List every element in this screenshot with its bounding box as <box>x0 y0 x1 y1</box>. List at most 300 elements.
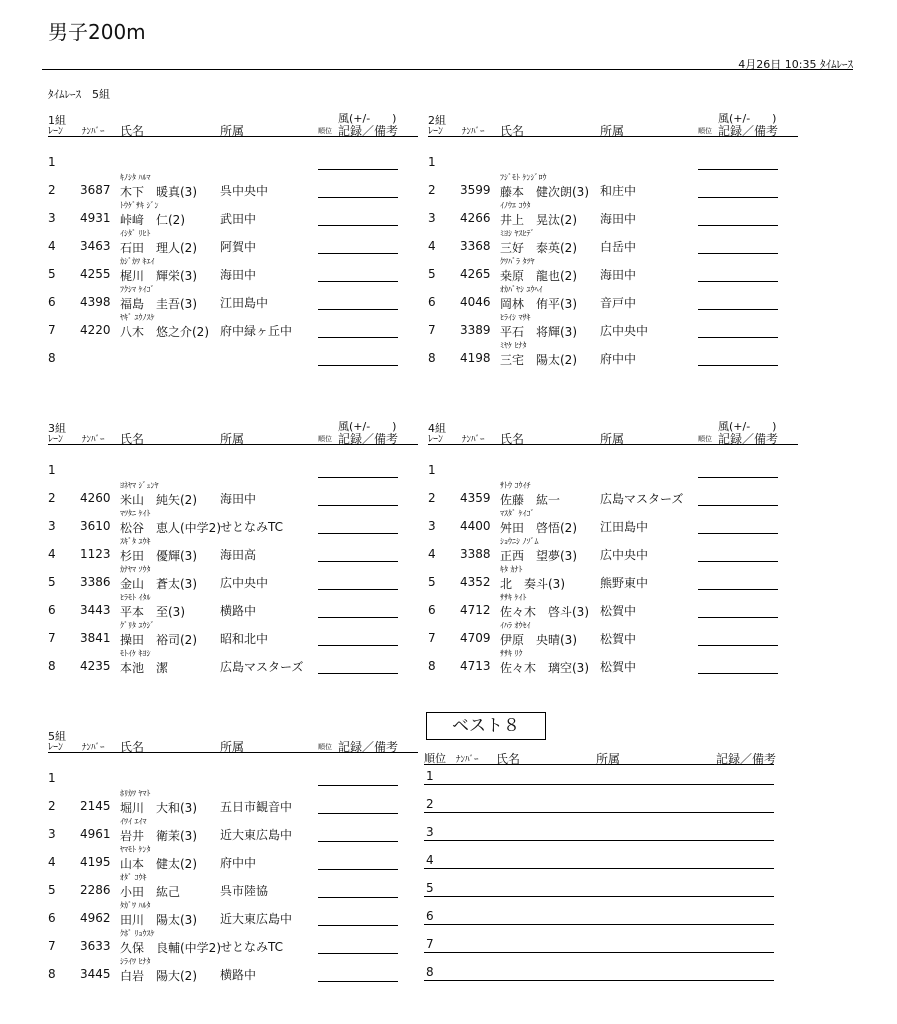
lane-number: 7 <box>48 631 56 645</box>
bib-number: 4198 <box>460 351 491 365</box>
name-kana: ﾔﾏﾓﾄ ｹﾝﾀ <box>120 845 151 854</box>
athlete-affiliation: せとなみTC <box>220 520 284 534</box>
bib-number: 4235 <box>80 659 111 673</box>
athlete-affiliation: 武田中 <box>220 212 257 226</box>
athlete-affiliation: 近大東広島中 <box>220 912 293 926</box>
rank-header: 順位 <box>318 127 332 135</box>
athlete-affiliation: 広島マスターズ <box>600 492 684 506</box>
bib-number: 4255 <box>80 267 111 281</box>
lane-number: 4 <box>428 239 436 253</box>
table-row <box>428 312 798 340</box>
record-header: 記録／備考 <box>338 432 399 446</box>
bib-number: 3443 <box>80 603 111 617</box>
record-blank-line <box>698 225 778 226</box>
record-blank-line <box>318 337 398 338</box>
name-kana: ｸﾞﾘﾀ ﾕｳｼﾞ <box>120 621 155 630</box>
record-blank-line <box>698 645 778 646</box>
athlete-affiliation: 松賀中 <box>600 660 637 674</box>
athlete-affiliation: 阿賀中 <box>220 240 257 254</box>
table-row <box>428 508 798 536</box>
name-kana: ﾖﾈﾔﾏ ｼﾞｭﾝﾔ <box>120 481 159 490</box>
best8-rank: 6 <box>426 909 434 923</box>
record-header: 記録／備考 <box>338 740 399 754</box>
bib-number: 4195 <box>80 855 111 869</box>
record-blank-line <box>318 925 398 926</box>
best8-title: ベスト８ <box>426 712 546 740</box>
best8-row <box>424 812 774 841</box>
record-blank-line <box>318 281 398 282</box>
rank-header: 順位 <box>318 743 332 751</box>
athlete-name: 堀川 大和(3) <box>120 801 197 815</box>
name-kana: ﾌｸｼﾏ ｹｲｺﾞ <box>120 285 155 294</box>
table-row <box>48 312 418 340</box>
rank-header: 順位 <box>698 127 712 135</box>
wind-label: 風(+/- ) <box>718 112 777 125</box>
record-blank-line <box>318 645 398 646</box>
record-blank-line <box>318 365 398 366</box>
lane-number: 2 <box>48 799 56 813</box>
best8-rank-header: 順位 <box>424 752 446 765</box>
table-row <box>428 256 798 284</box>
number-header: ﾅﾝﾊﾞｰ <box>462 435 485 445</box>
lane-header: ﾚｰﾝ <box>48 126 63 137</box>
lane-number: 4 <box>48 855 56 869</box>
athlete-affiliation: 海田中 <box>220 492 257 506</box>
athlete-affiliation: 昭和北中 <box>220 632 269 646</box>
record-blank-line <box>698 281 778 282</box>
record-blank-line <box>698 673 778 674</box>
lane-number: 2 <box>48 491 56 505</box>
lane-number: 8 <box>48 967 56 981</box>
record-blank-line <box>698 617 778 618</box>
name-kana: ｸﾜﾊﾞﾗ ﾀﾂﾔ <box>500 257 535 266</box>
bib-number: 4709 <box>460 631 491 645</box>
athlete-name: 福島 圭吾(3) <box>120 297 197 311</box>
athlete-name: 舛田 啓悟(2) <box>500 521 577 535</box>
record-blank-line <box>318 589 398 590</box>
record-blank-line <box>318 953 398 954</box>
athlete-name: 松谷 恵人(中学2) <box>120 521 221 535</box>
bib-number: 3463 <box>80 239 111 253</box>
table-row <box>48 816 418 844</box>
record-blank-line <box>698 197 778 198</box>
bib-number: 4046 <box>460 295 491 309</box>
table-row <box>428 480 798 508</box>
table-row <box>428 452 798 480</box>
bib-number: 3633 <box>80 939 111 953</box>
name-kana: ｼｮｳﾆｼ ﾉｿﾞﾑ <box>500 537 539 546</box>
best8-rank: 5 <box>426 881 434 895</box>
lane-number: 5 <box>428 267 436 281</box>
page-title: 男子200m <box>48 20 146 44</box>
lane-number: 5 <box>428 575 436 589</box>
record-blank-line <box>318 505 398 506</box>
lane-number: 1 <box>48 771 56 785</box>
athlete-affiliation: 音戸中 <box>600 296 637 310</box>
wind-label: 風(+/- ) <box>338 420 397 433</box>
athlete-name: 本池 潔 <box>120 661 169 675</box>
group-title: 2組 <box>428 114 446 127</box>
name-header: 氏名 <box>120 124 145 138</box>
athlete-affiliation: 広中央中 <box>600 548 649 562</box>
name-kana: ｼﾗｲﾜ ﾋﾅﾀ <box>120 957 151 966</box>
lane-number: 2 <box>428 491 436 505</box>
affiliation-header: 所属 <box>600 124 625 138</box>
athlete-name: 伊原 央晴(3) <box>500 633 577 647</box>
table-row <box>428 172 798 200</box>
athlete-affiliation: 府中中 <box>600 352 637 366</box>
athlete-name: 佐藤 紘一 <box>500 493 561 507</box>
table-row <box>428 228 798 256</box>
table-row <box>48 284 418 312</box>
athlete-name: 米山 純矢(2) <box>120 493 197 507</box>
bib-number: 4359 <box>460 491 491 505</box>
bib-number: 4265 <box>460 267 491 281</box>
record-blank-line <box>318 897 398 898</box>
bib-number: 2145 <box>80 799 111 813</box>
lane-number: 8 <box>48 659 56 673</box>
athlete-affiliation: 呉市陸協 <box>220 884 269 898</box>
lane-number: 7 <box>428 323 436 337</box>
table-row <box>48 452 418 480</box>
bib-number: 4931 <box>80 211 111 225</box>
bib-number: 4712 <box>460 603 491 617</box>
table-row <box>48 536 418 564</box>
bib-number: 4260 <box>80 491 111 505</box>
lane-header: ﾚｰﾝ <box>428 126 443 137</box>
record-blank-line <box>318 225 398 226</box>
number-header: ﾅﾝﾊﾞｰ <box>82 435 105 445</box>
athlete-affiliation: せとなみTC <box>220 940 284 954</box>
group-header <box>48 738 418 753</box>
lane-number: 4 <box>48 547 56 561</box>
bib-number: 3599 <box>460 183 491 197</box>
athlete-name: 操田 裕司(2) <box>120 633 197 647</box>
name-kana: ﾐﾔｹ ﾋﾅﾀ <box>500 341 527 350</box>
bib-number: 3368 <box>460 239 491 253</box>
athlete-affiliation: 横路中 <box>220 968 257 982</box>
bib-number: 3386 <box>80 575 111 589</box>
table-row <box>48 144 418 172</box>
number-header: ﾅﾝﾊﾞｰ <box>82 127 105 137</box>
best8-rank: 3 <box>426 825 434 839</box>
lane-number: 3 <box>428 211 436 225</box>
bib-number: 3841 <box>80 631 111 645</box>
record-blank-line <box>318 253 398 254</box>
lane-header: ﾚｰﾝ <box>48 434 63 445</box>
best8-rank: 7 <box>426 937 434 951</box>
athlete-name: 白岩 陽大(2) <box>120 969 197 983</box>
lane-number: 8 <box>428 659 436 673</box>
affiliation-header: 所属 <box>220 740 245 754</box>
athlete-affiliation: 江田島中 <box>600 520 649 534</box>
lane-number: 5 <box>48 267 56 281</box>
athlete-name: 梶川 輝栄(3) <box>120 269 197 283</box>
bib-number: 4398 <box>80 295 111 309</box>
table-row <box>48 928 418 956</box>
lane-number: 3 <box>48 211 56 225</box>
name-kana: ﾐﾖｼ ﾔｽﾋﾃﾞ <box>500 229 535 238</box>
name-kana: ﾏﾂﾀﾆ ｹｲﾄ <box>120 509 151 518</box>
lane-number: 7 <box>428 631 436 645</box>
bib-number: 4352 <box>460 575 491 589</box>
name-header: 氏名 <box>500 124 525 138</box>
athlete-name: 三好 泰英(2) <box>500 241 577 255</box>
name-kana: ﾓﾄｲｹ ｷﾖｼ <box>120 649 151 658</box>
lane-header: ﾚｰﾝ <box>48 742 63 753</box>
table-row <box>48 564 418 592</box>
best8-row <box>424 924 774 953</box>
best8-row <box>424 784 774 813</box>
athlete-name: 久保 良輔(中学2) <box>120 941 221 955</box>
athlete-affiliation: 熊野東中 <box>600 576 649 590</box>
record-blank-line <box>318 841 398 842</box>
record-blank-line <box>318 309 398 310</box>
best8-row <box>424 756 774 785</box>
athlete-name: 石田 理人(2) <box>120 241 197 255</box>
athlete-affiliation: 五日市観音中 <box>220 800 293 814</box>
athlete-name: 岩井 衛茉(3) <box>120 829 197 843</box>
group-header <box>48 430 418 445</box>
athlete-affiliation: 府中中 <box>220 856 257 870</box>
lane-number: 2 <box>428 183 436 197</box>
record-blank-line <box>698 561 778 562</box>
name-kana: ｵｶﾊﾞﾔｼ ﾕｳﾍｲ <box>500 285 543 294</box>
athlete-name: 北 奏斗(3) <box>500 577 565 591</box>
table-row <box>48 340 418 368</box>
table-row <box>428 284 798 312</box>
table-row <box>48 872 418 900</box>
name-kana: ﾋﾗﾓﾄ ｲﾀﾙ <box>120 593 151 602</box>
name-kana: ﾎﾘｶﾜ ﾔﾏﾄ <box>120 789 151 798</box>
table-row <box>428 564 798 592</box>
group-title: 5組 <box>48 730 66 743</box>
group-title: 4組 <box>428 422 446 435</box>
record-blank-line <box>318 981 398 982</box>
lane-number: 1 <box>428 155 436 169</box>
athlete-affiliation: 松賀中 <box>600 604 637 618</box>
athlete-affiliation: 近大東広島中 <box>220 828 293 842</box>
athlete-name: 佐々木 璃空(3) <box>500 661 589 675</box>
record-header: 記録／備考 <box>718 124 779 138</box>
name-header: 氏名 <box>500 432 525 446</box>
record-blank-line <box>318 533 398 534</box>
athlete-name: 岡林 侑平(3) <box>500 297 577 311</box>
lane-number: 6 <box>428 603 436 617</box>
name-kana: ﾏｽﾀﾞ ｹｲｺﾞ <box>500 509 535 518</box>
record-blank-line <box>318 869 398 870</box>
athlete-affiliation: 広中央中 <box>220 576 269 590</box>
best8-record-header: 記録／備考 <box>716 752 777 766</box>
lane-number: 5 <box>48 883 56 897</box>
table-row <box>428 536 798 564</box>
record-blank-line <box>698 169 778 170</box>
lane-header: ﾚｰﾝ <box>428 434 443 445</box>
table-row <box>48 172 418 200</box>
bib-number: 3445 <box>80 967 111 981</box>
number-header: ﾅﾝﾊﾞｰ <box>462 127 485 137</box>
record-blank-line <box>318 169 398 170</box>
bib-number: 3389 <box>460 323 491 337</box>
table-row <box>48 620 418 648</box>
athlete-name: 藤本 健次朗(3) <box>500 185 589 199</box>
athlete-name: 平本 至(3) <box>120 605 185 619</box>
table-row <box>48 256 418 284</box>
name-kana: ｶﾅﾔﾏ ｿｳﾀ <box>120 565 151 574</box>
best8-rank: 4 <box>426 853 434 867</box>
athlete-name: 井上 晃汰(2) <box>500 213 577 227</box>
event-date: 4月26日 10:35 ﾀｲﾑﾚｰｽ <box>738 58 853 71</box>
wind-label: 風(+/- ) <box>718 420 777 433</box>
record-blank-line <box>318 673 398 674</box>
best8-row <box>424 868 774 897</box>
best8-rank: 2 <box>426 797 434 811</box>
record-blank-line <box>318 197 398 198</box>
record-blank-line <box>698 505 778 506</box>
rank-header: 順位 <box>698 435 712 443</box>
table-row <box>428 648 798 676</box>
bib-number: 3388 <box>460 547 491 561</box>
record-blank-line <box>698 253 778 254</box>
bib-number: 4400 <box>460 519 491 533</box>
athlete-name: 峠﨑 仁(2) <box>120 213 185 227</box>
athlete-name: 金山 蒼太(3) <box>120 577 197 591</box>
affiliation-header: 所属 <box>600 432 625 446</box>
bib-number: 4961 <box>80 827 111 841</box>
best8-rank: 8 <box>426 965 434 979</box>
athlete-name: 佐々木 啓斗(3) <box>500 605 589 619</box>
record-blank-line <box>698 589 778 590</box>
table-row <box>428 340 798 368</box>
athlete-affiliation: 江田島中 <box>220 296 269 310</box>
table-row <box>48 592 418 620</box>
group-header <box>48 122 418 137</box>
athlete-name: 三宅 陽太(2) <box>500 353 577 367</box>
record-blank-line <box>318 813 398 814</box>
record-blank-line <box>698 533 778 534</box>
record-blank-line <box>698 309 778 310</box>
name-header: 氏名 <box>120 432 145 446</box>
name-kana: ｲﾜｲ ｴｲﾏ <box>120 817 147 826</box>
group-header <box>428 122 798 137</box>
lane-number: 3 <box>428 519 436 533</box>
bib-number: 1123 <box>80 547 111 561</box>
lane-number: 8 <box>48 351 56 365</box>
event-subtitle: ﾀｲﾑﾚｰｽ 5組 <box>48 88 110 101</box>
table-row <box>48 788 418 816</box>
name-kana: ｲﾉｳｴ ｺｳﾀ <box>500 201 531 210</box>
best8-row <box>424 896 774 925</box>
athlete-affiliation: 和庄中 <box>600 184 637 198</box>
athlete-affiliation: 海田中 <box>600 268 637 282</box>
record-header: 記録／備考 <box>338 124 399 138</box>
table-row <box>428 144 798 172</box>
athlete-affiliation: 海田高 <box>220 548 257 562</box>
table-row <box>48 844 418 872</box>
athlete-name: 小田 紘己 <box>120 885 181 899</box>
athlete-name: 八木 悠之介(2) <box>120 325 209 339</box>
record-blank-line <box>698 337 778 338</box>
lane-number: 2 <box>48 183 56 197</box>
record-blank-line <box>318 477 398 478</box>
table-row <box>48 760 418 788</box>
name-kana: ｵﾀﾞ ｺｳｷ <box>120 873 147 882</box>
name-kana: ｲﾊﾗ ｵｳｾｲ <box>500 621 531 630</box>
athlete-name: 山本 健太(2) <box>120 857 197 871</box>
lane-number: 5 <box>48 575 56 589</box>
name-header: 氏名 <box>120 740 145 754</box>
table-row <box>428 200 798 228</box>
table-row <box>48 508 418 536</box>
lane-number: 8 <box>428 351 436 365</box>
athlete-name: 正西 望夢(3) <box>500 549 577 563</box>
athlete-name: 杉田 優輝(3) <box>120 549 197 563</box>
number-header: ﾅﾝﾊﾞｰ <box>82 743 105 753</box>
group-header <box>428 430 798 445</box>
bib-number: 4220 <box>80 323 111 337</box>
lane-number: 3 <box>48 827 56 841</box>
name-kana: ﾌｼﾞﾓﾄ ｹﾝｼﾞﾛｳ <box>500 173 547 182</box>
best8-name-header: 氏名 <box>496 752 521 766</box>
lane-number: 6 <box>48 295 56 309</box>
name-kana: ｸﾎﾞ ﾘｮｳｽｹ <box>120 929 155 938</box>
athlete-name: 平石 将輝(3) <box>500 325 577 339</box>
table-row <box>428 592 798 620</box>
name-kana: ｻﾄｳ ｺｳｲﾁ <box>500 481 531 490</box>
record-blank-line <box>318 561 398 562</box>
record-blank-line <box>318 785 398 786</box>
best8-rank: 1 <box>426 769 434 783</box>
affiliation-header: 所属 <box>220 124 245 138</box>
lane-number: 6 <box>48 911 56 925</box>
lane-number: 6 <box>428 295 436 309</box>
name-kana: ﾀｶﾞﾜ ﾊﾙﾀ <box>120 901 151 910</box>
bib-number: 4962 <box>80 911 111 925</box>
rank-header: 順位 <box>318 435 332 443</box>
bib-number: 3687 <box>80 183 111 197</box>
athlete-affiliation: 呉中央中 <box>220 184 269 198</box>
bib-number: 3610 <box>80 519 111 533</box>
affiliation-header: 所属 <box>220 432 245 446</box>
lane-number: 1 <box>48 155 56 169</box>
athlete-affiliation: 松賀中 <box>600 632 637 646</box>
lane-number: 4 <box>428 547 436 561</box>
table-row <box>428 620 798 648</box>
athlete-affiliation: 白岳中 <box>600 240 637 254</box>
header-divider <box>42 69 853 70</box>
athlete-affiliation: 海田中 <box>220 268 257 282</box>
table-row <box>48 200 418 228</box>
name-kana: ｶｼﾞｶﾜ ｷｴｲ <box>120 257 155 266</box>
lane-number: 6 <box>48 603 56 617</box>
athlete-affiliation: 府中緑ヶ丘中 <box>220 324 293 338</box>
athlete-affiliation: 広中央中 <box>600 324 649 338</box>
name-kana: ｲｼﾀﾞ ﾘﾋﾄ <box>120 229 151 238</box>
group-title: 3組 <box>48 422 66 435</box>
athlete-affiliation: 横路中 <box>220 604 257 618</box>
lane-number: 1 <box>48 463 56 477</box>
wind-label: 風(+/- ) <box>338 112 397 125</box>
table-row <box>48 480 418 508</box>
name-kana: ｽｷﾞﾀ ﾕｳｷ <box>120 537 151 546</box>
record-blank-line <box>318 617 398 618</box>
name-kana: ﾔｷﾞ ﾕｳﾉｽｹ <box>120 313 155 322</box>
athlete-affiliation: 海田中 <box>600 212 637 226</box>
group-title: 1組 <box>48 114 66 127</box>
record-blank-line <box>698 365 778 366</box>
name-kana: ｷﾀ ｶﾅﾄ <box>500 565 523 574</box>
name-kana: ﾄｳｹﾞｻｷ ｼﾞﾝ <box>120 201 159 210</box>
